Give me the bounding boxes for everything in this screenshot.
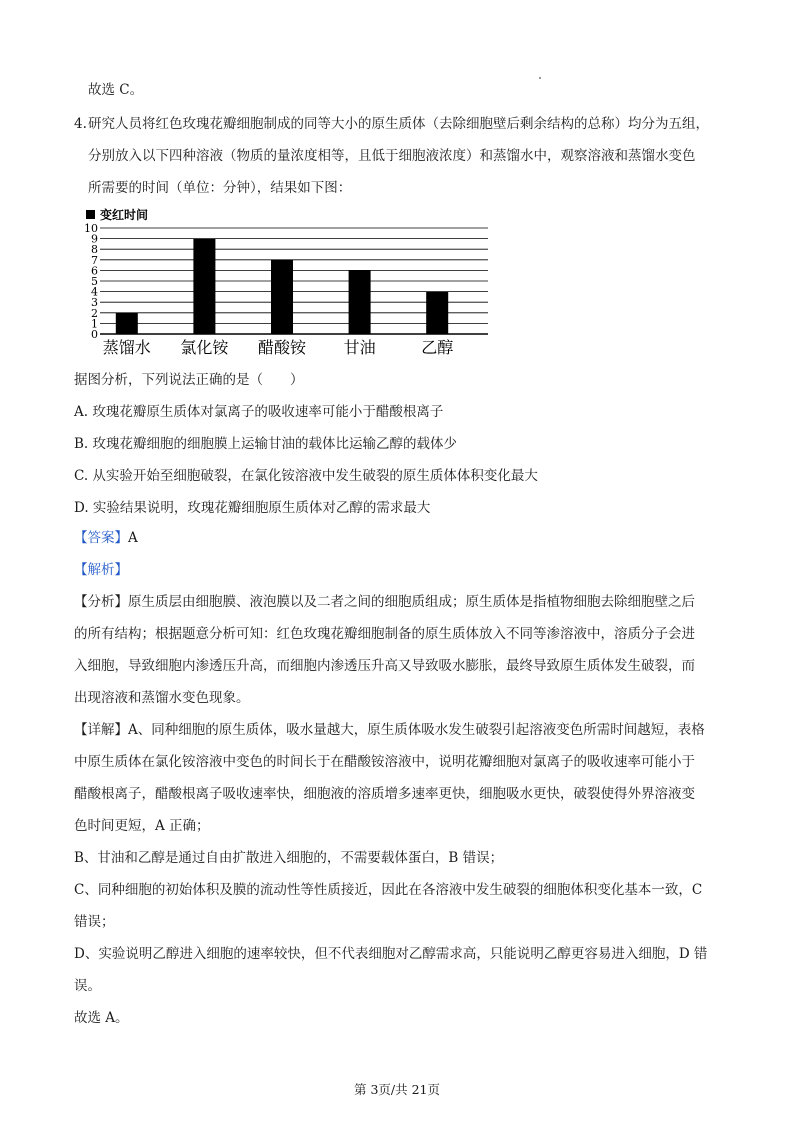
detail-line-2: 中原生质体在氯化铵溶液中变色的时间长于在醋酸铵溶液中，说明花瓣细胞对氯离子的吸收速率可能小于 — [74, 754, 695, 770]
x-tick-label: 氯化铵 — [180, 338, 229, 357]
option-c: C. 从实验开始至细胞破裂，在氯化铵溶液中发生破裂的原生质体体积变化最大 — [74, 468, 538, 484]
y-tick-label: 9 — [91, 232, 98, 246]
analysis-label: 【分析】 — [74, 594, 128, 610]
detail-line-8: D、实验说明乙醇进入细胞的速率较快，但不代表细胞对乙醇需求高，只能说明乙醇更容易进入细胞，D 错 — [74, 946, 708, 962]
option-b: B. 玫瑰花瓣细胞的细胞膜上运输甘油的载体比运输乙醇的载体少 — [74, 436, 458, 452]
y-tick-label: 8 — [91, 243, 98, 257]
y-tick-label: 7 — [91, 253, 98, 267]
analysis-text-1: 原生质层由细胞膜、液泡膜以及二者之间的细胞质组成；原生质体是指植物细胞去除细胞壁之后 — [128, 594, 695, 610]
detail-line-6: C、同种细胞的初始体积及膜的流动性等性质接近，因此在各溶液中发生破裂的细胞体积变化基本一致，C — [74, 882, 703, 898]
y-tick-label: 2 — [91, 306, 98, 320]
bar-4 — [426, 292, 448, 334]
analysis-line-1 — [74, 592, 695, 612]
bar-3 — [349, 270, 371, 334]
x-tick-label: 甘油 — [343, 338, 376, 357]
y-tick-label: 4 — [91, 285, 98, 299]
y-tick-label: 1 — [91, 317, 98, 331]
previous-answer: 故选 C。 — [88, 82, 144, 98]
bar-2 — [271, 260, 293, 334]
detail-label: 【详解】 — [74, 722, 128, 738]
detail-text-1: A、同种细胞的原生质体，吸水量越大，原生质体吸水发生破裂引起溶液变色所需时间越短，表格 — [128, 722, 705, 738]
detail-line-5: B、甘油和乙醇是通过自由扩散进入细胞的，不需要载体蛋白，B 错误； — [74, 850, 504, 866]
analysis-header-label: 【解析】 — [74, 562, 128, 578]
y-tick-labels — [84, 222, 98, 341]
question-number: 4. — [74, 116, 87, 132]
y-tick-label: 5 — [91, 275, 98, 288]
y-tick-label: 0 — [91, 328, 98, 341]
x-tick-labels — [103, 338, 453, 357]
chart-legend — [86, 207, 148, 222]
scan-dot — [539, 77, 541, 79]
x-tick-label: 乙醇 — [421, 338, 454, 357]
analysis-line-3: 入细胞，导致细胞内渗透压升高，而细胞内渗透压升高又导致吸水膨胀，最终导致原生质体发生破裂，而 — [74, 658, 695, 674]
question-stem-2: 分别放入以下四种溶液（物质的量浓度相等，且低于细胞液浓度）和蒸馏水中，观察溶液和蒸馏水变色 — [88, 148, 696, 164]
legend-label: 变红时间 — [100, 208, 149, 222]
conclusion: 故选 A。 — [74, 1010, 129, 1026]
detail-line-1 — [74, 720, 705, 740]
question-stem-1: 研究人员将红色玫瑰花瓣细胞制成的同等大小的原生质体（去除细胞壁后剩余结构的总称）均分为五组， — [88, 116, 709, 132]
y-tick-label: 3 — [91, 296, 98, 310]
detail-line-4: 色时间更短，A 正确； — [74, 818, 210, 834]
y-tick-label: 6 — [91, 264, 98, 278]
question-prompt: 据图分析，下列说法正确的是（ ） — [74, 372, 304, 388]
analysis-line-4: 出现溶液和蒸馏水变色现象。 — [74, 690, 250, 706]
y-tick-label: 10 — [84, 222, 98, 235]
option-d: D. 实验结果说明，玫瑰花瓣细胞原生质体对乙醇的需求最大 — [74, 500, 431, 516]
detail-line-3: 醋酸根离子，醋酸根离子吸收速率快，细胞液的溶质增多速率更快，细胞吸水更快，破裂使得外界溶液变 — [74, 786, 695, 802]
detail-line-9: 误。 — [74, 978, 101, 994]
analysis-header — [74, 560, 128, 580]
page-footer: 第 3页/共 21页 — [353, 1082, 441, 1097]
bar-1 — [193, 239, 215, 334]
answer-label: 【答案】 — [74, 530, 128, 546]
bar-chart — [84, 206, 494, 366]
analysis-line-2: 的所有结构；根据题意分析可知：红色玫瑰花瓣细胞制备的原生质体放入不同等渗溶液中，溶质分子会进 — [74, 626, 695, 642]
chart-bars — [116, 239, 448, 334]
x-tick-label: 蒸馏水 — [102, 338, 151, 357]
answer-value: A — [128, 530, 138, 546]
detail-line-7: 错误； — [74, 914, 115, 930]
answer-line — [74, 528, 138, 548]
legend-swatch — [86, 210, 95, 219]
question-stem-3: 所需要的时间（单位：分钟），结果如下图： — [88, 180, 352, 196]
bar-0 — [116, 313, 138, 334]
x-tick-label: 醋酸铵 — [257, 338, 307, 357]
option-a: A. 玫瑰花瓣原生质体对氯离子的吸收速率可能小于醋酸根离子 — [74, 404, 444, 420]
